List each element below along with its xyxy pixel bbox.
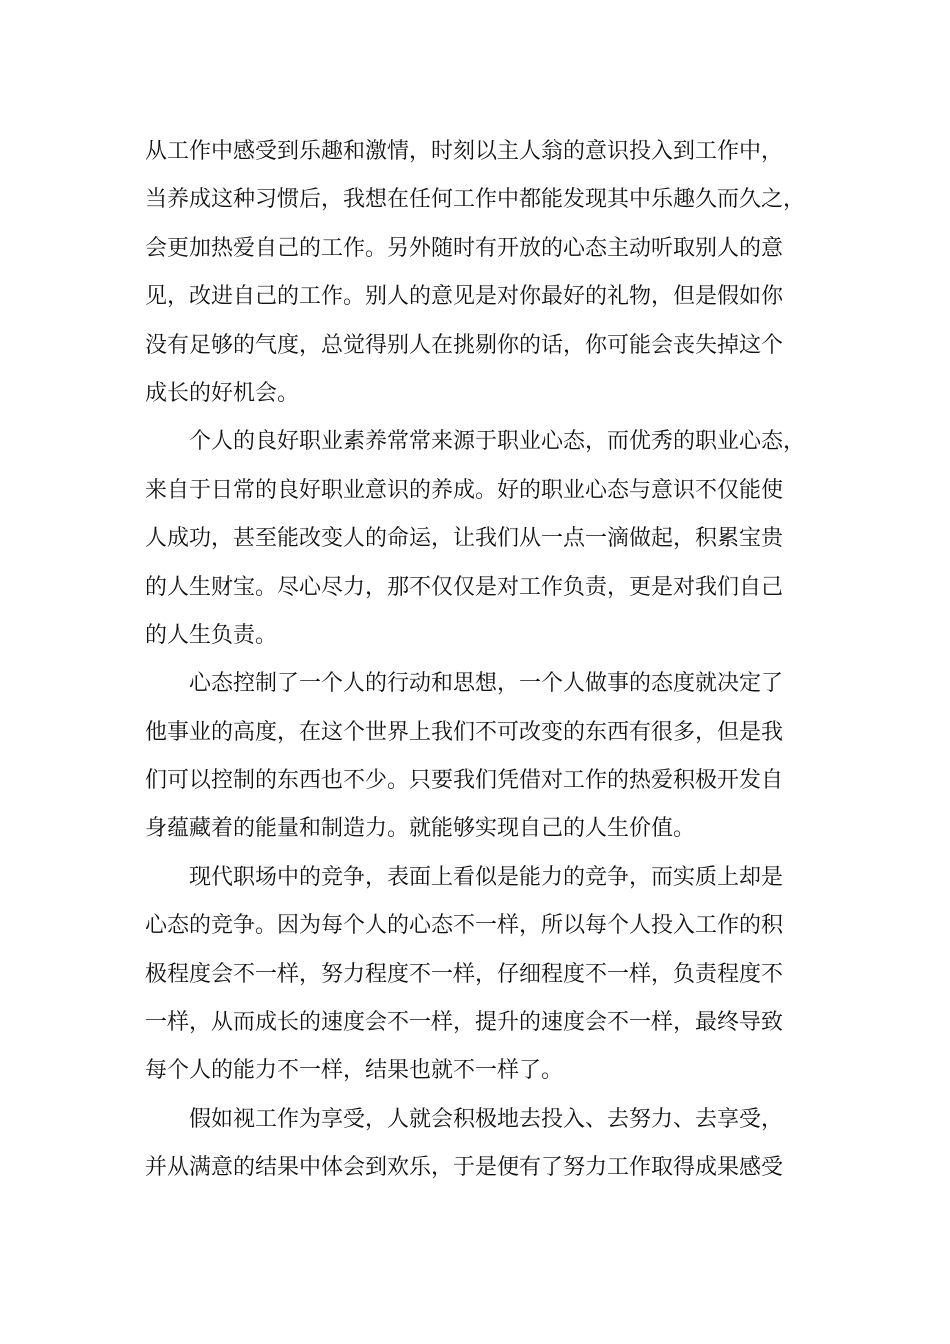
text-line: 心态的竞争。因为每个人的心态不一样，所以每个人投入工作的积 — [145, 913, 784, 939]
text-line: 一样，从而成长的速度会不一样，提升的速度会不一样，最终导致 — [145, 1010, 784, 1036]
text-line: 们可以控制的东西也不少。只要我们凭借对工作的热爱积极开发自 — [145, 768, 784, 794]
text-line: 极程度会不一样，努力程度不一样，仔细程度不一样，负责程度不 — [145, 961, 784, 987]
text-line: 的人生财宝。尽心尽力，那不仅仅是对工作负责，更是对我们自己 — [145, 574, 784, 600]
text-line: 人成功，甚至能改变人的命运，让我们从一点一滴做起，积累宝贵 — [145, 526, 784, 552]
text-line: 他事业的高度，在这个世界上我们不可改变的东西有很多，但是我 — [145, 719, 784, 745]
text-line: 没有足够的气度，总觉得别人在挑剔你的话，你可能会丧失掉这个 — [145, 332, 784, 358]
text-line: 的人生负责。 — [145, 622, 278, 648]
paragraph-5 — [145, 1096, 815, 1193]
paragraph-3 — [145, 660, 815, 854]
text-line: 成长的好机会。 — [145, 380, 300, 406]
paragraph-4 — [145, 854, 815, 1096]
text-line: 见，改进自己的工作。别人的意见是对你最好的礼物，但是假如你 — [145, 284, 784, 310]
paragraph-1 — [145, 128, 815, 418]
text-line: 每个人的能力不一样，结果也就不一样了。 — [145, 1058, 564, 1084]
text-line: 身蕴藏着的能量和制造力。就能够实现自己的人生价值。 — [145, 816, 696, 842]
text-line: 现代职场中的竞争，表面上看似是能力的竞争，而实质上却是 — [189, 864, 784, 890]
text-line: 心态控制了一个人的行动和思想，一个人做事的态度就决定了 — [189, 671, 784, 697]
text-line: 当养成这种习惯后，我想在任何工作中都能发现其中乐趣久而久之， — [145, 187, 806, 213]
paragraph-2 — [145, 418, 815, 660]
text-line: 从工作中感受到乐趣和激情，时刻以主人翁的意识投入到工作中， — [145, 139, 784, 164]
text-line: 来自于日常的良好职业意识的养成。好的职业心态与意识不仅能使 — [145, 477, 784, 503]
body-text — [145, 128, 815, 1193]
text-line: 个人的良好职业素养常常来源于职业心态，而优秀的职业心态， — [189, 429, 806, 455]
text-line: 并从满意的结果中体会到欢乐，于是便有了努力工作取得成果感受 — [145, 1155, 784, 1181]
text-line: 会更加热爱自己的工作。另外随时有开放的心态主动听取别人的意 — [145, 235, 784, 261]
text-line: 假如视工作为享受，人就会积极地去投入、去努力、去享受， — [189, 1106, 784, 1132]
